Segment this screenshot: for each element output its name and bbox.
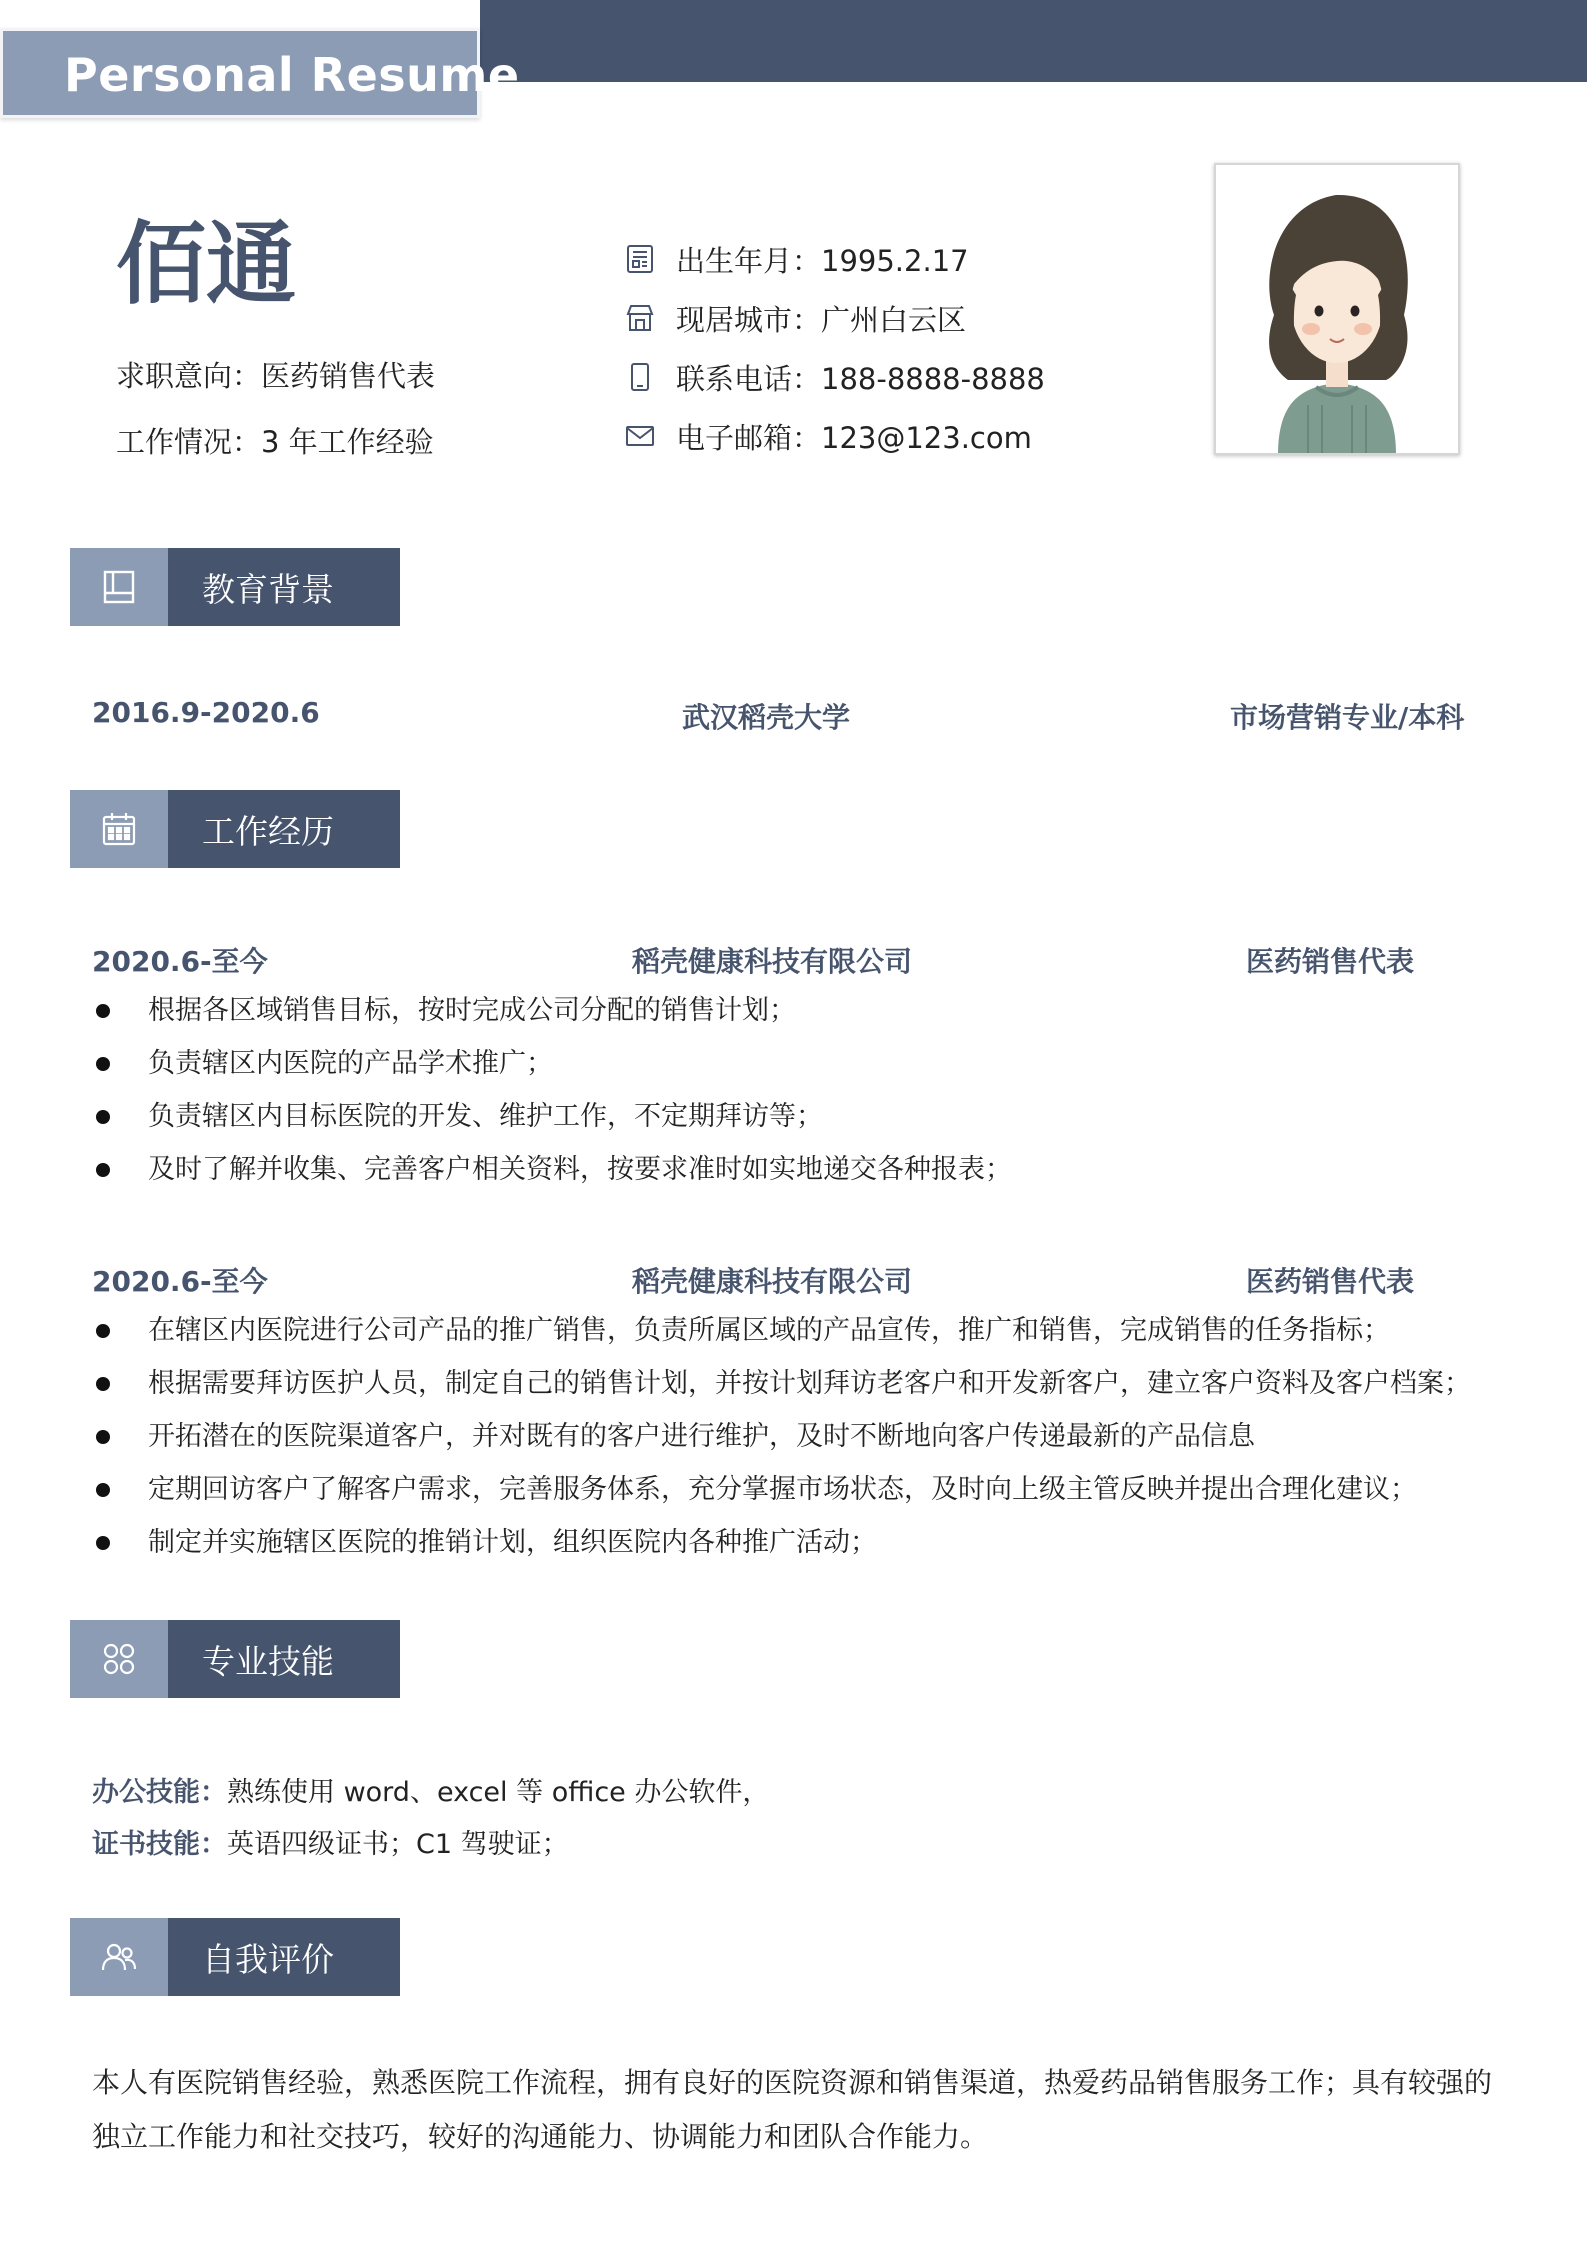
- section-skills: [70, 1620, 400, 1698]
- skill-office: [92, 1770, 769, 1809]
- job1-period: 2020.6-至今: [92, 945, 268, 978]
- store-icon: [624, 302, 656, 334]
- users-icon: [99, 1937, 139, 1977]
- person-name: 佰通: [116, 212, 296, 317]
- section-self-eval: [70, 1918, 400, 1996]
- list-item: 制定并实施辖区医院的推销计划，组织医院内各种推广活动；: [92, 1516, 1471, 1569]
- list-item: 定期回访客户了解客户需求，完善服务体系，充分掌握市场状态，及时向上级主管反映并提出合理化建议；: [92, 1463, 1471, 1516]
- skill-label: 证书技能：: [92, 1829, 227, 1860]
- list-item: 在辖区内医院进行公司产品的推广销售，负责所属区域的产品宣传，推广和销售，完成销售的任务指标；: [92, 1304, 1471, 1357]
- work-status: 工作情况：3 年工作经验: [116, 425, 434, 459]
- skill-text: 熟练使用 word、excel 等 office 办公软件，: [227, 1777, 770, 1808]
- job2-period: 2020.6-至今: [92, 1265, 268, 1298]
- skill-certificate: [92, 1822, 569, 1861]
- avatar-photo: [1214, 163, 1460, 455]
- birth-row: [624, 238, 969, 280]
- edu-school: 武汉稻壳大学: [682, 701, 851, 734]
- apps-icon: [99, 1639, 139, 1679]
- list-item: 根据各区域销售目标，按时完成公司分配的销售计划；: [92, 984, 1012, 1037]
- section-skills-title: 专业技能: [168, 1620, 400, 1698]
- list-item: 负责辖区内医院的产品学术推广；: [92, 1037, 1012, 1090]
- section-work-title: 工作经历: [168, 790, 400, 868]
- avatar-illustration: [1216, 165, 1458, 453]
- section-work: [70, 790, 400, 868]
- birth-text: 出生年月：1995.2.17: [676, 243, 969, 278]
- section-education-title: 教育背景: [168, 548, 400, 626]
- calendar-icon: [99, 809, 139, 849]
- list-item: 根据需要拜访医护人员，制定自己的销售计划，并按计划拜访老客户和开发新客户，建立客户资料及客户档案；: [92, 1357, 1471, 1410]
- job2-duties: [92, 1304, 1471, 1569]
- section-education: [70, 548, 400, 626]
- mail-icon: [624, 420, 656, 452]
- skill-label: 办公技能：: [92, 1777, 227, 1808]
- section-self-eval-title: 自我评价: [168, 1918, 400, 1996]
- city-row: [624, 297, 966, 339]
- list-item: 负责辖区内目标医院的开发、维护工作，不定期拜访等；: [92, 1090, 1012, 1143]
- edu-period: 2016.9-2020.6: [92, 696, 320, 729]
- job1-company: 稻壳健康科技有限公司: [632, 945, 913, 978]
- job2-role: 医药销售代表: [1246, 1265, 1415, 1298]
- list-item: 开拓潜在的医院渠道客户，并对既有的客户进行维护，及时不断地向客户传递最新的产品信息: [92, 1410, 1471, 1463]
- job-intent: 求职意向：医药销售代表: [116, 359, 436, 393]
- phone-row: [624, 356, 1045, 398]
- phone-icon: [624, 361, 656, 393]
- skill-text: 英语四级证书；C1 驾驶证；: [227, 1829, 569, 1860]
- list-item: 及时了解并收集、完善客户相关资料，按要求准时如实地递交各种报表；: [92, 1143, 1012, 1196]
- self-evaluation-text: 本人有医院销售经验，熟悉医院工作流程，拥有良好的医院资源和销售渠道，热爱药品销售服务工作；具有较强的独立工作能力和社交技巧，较好的沟通能力、协调能力和团队合作能力。: [92, 2066, 1493, 2153]
- calendar-card-icon: [624, 243, 656, 275]
- job2-company: 稻壳健康科技有限公司: [632, 1265, 913, 1298]
- resume-title: Personal Resume: [64, 48, 520, 102]
- header-bar: [480, 0, 1587, 82]
- edu-major: 市场营销专业/本科: [1230, 701, 1465, 734]
- city-text: 现居城市：广州白云区: [676, 302, 967, 337]
- book-icon: [99, 567, 139, 607]
- job1-role: 医药销售代表: [1246, 945, 1415, 978]
- email-row: [624, 415, 1032, 457]
- job1-duties: [92, 984, 1012, 1196]
- phone-text: 联系电话：188-8888-8888: [676, 361, 1045, 396]
- email-text: 电子邮箱：123@123.com: [676, 420, 1032, 455]
